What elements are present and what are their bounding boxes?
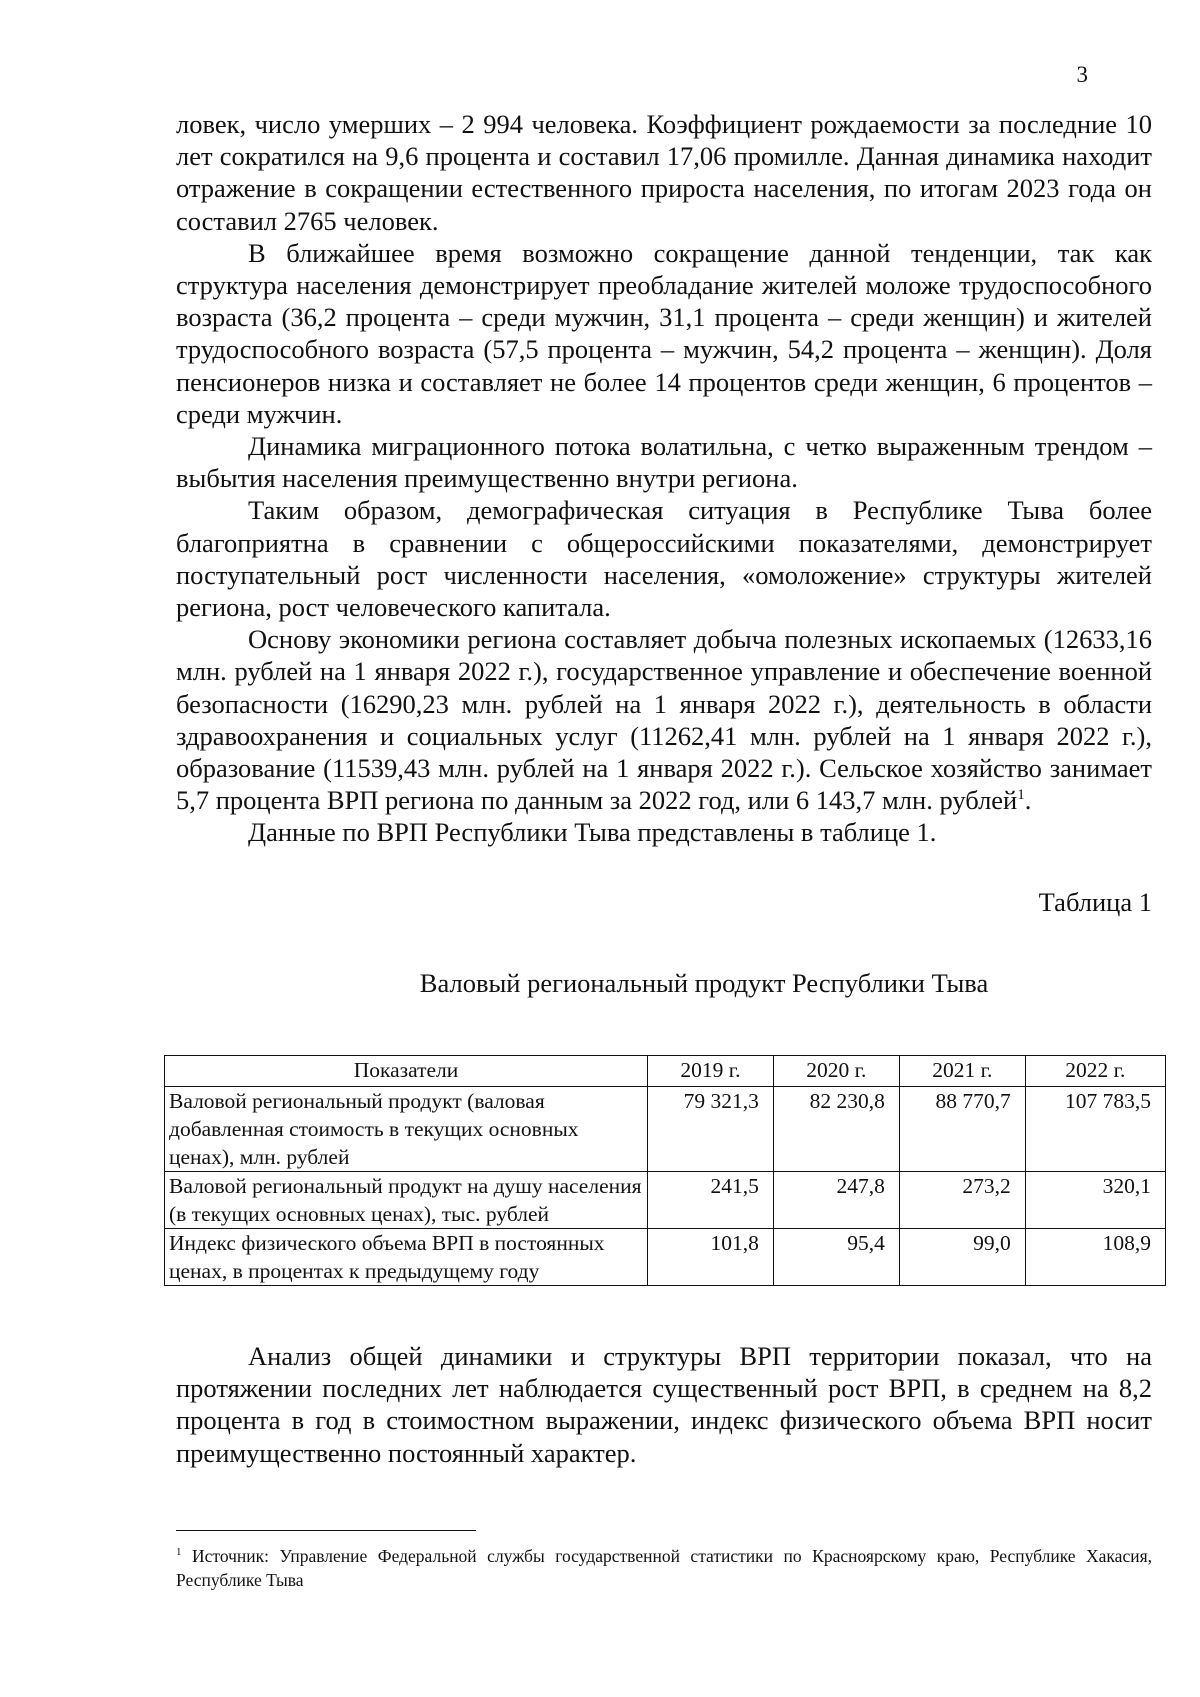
header-indicator: Показатели: [165, 1056, 648, 1087]
page-number: 3: [1076, 62, 1088, 87]
header-year: 2019 г.: [648, 1056, 774, 1087]
cell-value: 273,2: [899, 1172, 1025, 1229]
footnote-mark: 1: [176, 1546, 182, 1558]
row-label: Валовой региональный продукт на душу населения (в текущих основных ценах), тыс. рублей: [165, 1172, 648, 1229]
cell-value: 108,9: [1025, 1229, 1165, 1286]
cell-value: 95,4: [773, 1229, 899, 1286]
paragraph: В ближайшее время возможно сокращение данной тенденции, так как структура населения демонстрирует преобладание жителей моложе трудоспособного возраста (36,2 процента – среди мужчин, 31,1 процента – среди женщин) и жителей трудоспособного возраста (57,5 процента – мужчин, 54,2 процента – женщин). Доля пенсионеров низка и составляет не более 14 процентов среди женщин, 6 процентов – среди мужчин.: [176, 237, 1152, 429]
grp-table: [164, 1055, 1166, 1286]
cell-value: 99,0: [899, 1229, 1025, 1286]
footnote-text: Источник: Управление Федеральной службы государственной статистики по Красноярскому краю, Республике Хакасия, Республике Тыва: [176, 1545, 1152, 1590]
table-row: [165, 1172, 1166, 1229]
paragraph: Динамика миграционного потока волатильна, с четко выраженным трендом – выбытия населения преимущественно внутри региона.: [176, 431, 1152, 494]
cell-value: 107 783,5: [1025, 1087, 1165, 1172]
cell-value: 247,8: [773, 1172, 899, 1229]
table-header-row: [165, 1056, 1166, 1087]
row-label: Индекс физического объема ВРП в постоянных ценах, в процентах к предыдущему году: [165, 1229, 648, 1286]
cell-value: 101,8: [648, 1229, 774, 1286]
table-title: Валовый региональный продукт Республики Тыва: [419, 967, 989, 998]
header-year: 2020 г.: [773, 1056, 899, 1087]
cell-value: 320,1: [1025, 1172, 1165, 1229]
footnote-divider: [176, 1530, 476, 1531]
cell-value: 88 770,7: [899, 1087, 1025, 1172]
body-text: [176, 108, 1152, 999]
paragraph-economy: Основу экономики региона составляет добыча полезных ископаемых (12633,16 млн. рублей на 1 января 2022 г.), государственное управление и обеспечение военной безопасности (16290,23 млн. рублей на 1 января 2022 г.), деятельность в области здравоохранения и социальных услуг (11262,41 млн. рублей на 1 января 2022 г.), образование (11539,43 млн. рублей на 1 января 2022 г.). Сельское хозяйство занимает 5,7 процента ВРП региона по данным за 2022 год, или 6 143,7 млн. рублей$^1$.: [176, 624, 1152, 816]
paragraph: ловек, число умерших – 2 994 человека. Коэффициент рождаемости за последние 10 лет сократился на 9,6 процента и составил 17,06 промилле. Данная динамика находит отражение в сокращении естественного прироста населения, по итогам 2023 года он составил 2765 человек.: [176, 109, 1152, 236]
paragraph-text: Основу экономики региона составляет добыча полезных ископаемых (12633,16 млн. рублей на 1 января 2022 г.), государственное управление и обеспечение военной безопасности (16290,23 млн. рублей на 1 января 2022 г.), деятельность в области здравоохранения и социальных услуг (11262,41 млн. рублей на 1 января 2022 г.), образование (11539,43 млн. рублей на 1 января 2022 г.). Сельское хозяйство занимает 5,7 процента ВРП региона по данным за 2022 год, или 6 143,7 млн. рублей: [176, 624, 1152, 816]
table-row: [165, 1229, 1166, 1286]
table-label: Таблица 1: [1038, 886, 1152, 917]
paragraph: Таким образом, демографическая ситуация в Республике Тыва более благоприятна в сравнении с общероссийскими показателями, демонстрирует поступательный рост численности населения, «омоложение» структуры жителей региона, рост человеческого капитала.: [176, 495, 1152, 623]
cell-value: 241,5: [648, 1172, 774, 1229]
paragraph: Анализ общей динамики и структуры ВРП территории показал, что на протяжении последних лет наблюдается существенный рост ВРП, в среднем на 8,2 процента в год в стоимостном выражении, индекс физического объема ВРП носит преимущественно постоянный характер.: [176, 1341, 1152, 1468]
footnote-reference[interactable]: 1: [1017, 787, 1025, 804]
cell-value: 79 321,3: [648, 1087, 774, 1172]
footnote: [176, 1540, 1152, 1592]
analysis-text: [176, 1340, 1152, 1469]
cell-value: 82 230,8: [773, 1087, 899, 1172]
header-year: 2022 г.: [1025, 1056, 1165, 1087]
table-row: [165, 1087, 1166, 1172]
paragraph: Данные по ВРП Республики Тыва представлены в таблице 1.: [248, 817, 937, 848]
row-label: Валовой региональный продукт (валовая добавленная стоимость в текущих основных ценах), млн. рублей: [165, 1087, 648, 1172]
header-year: 2021 г.: [899, 1056, 1025, 1087]
